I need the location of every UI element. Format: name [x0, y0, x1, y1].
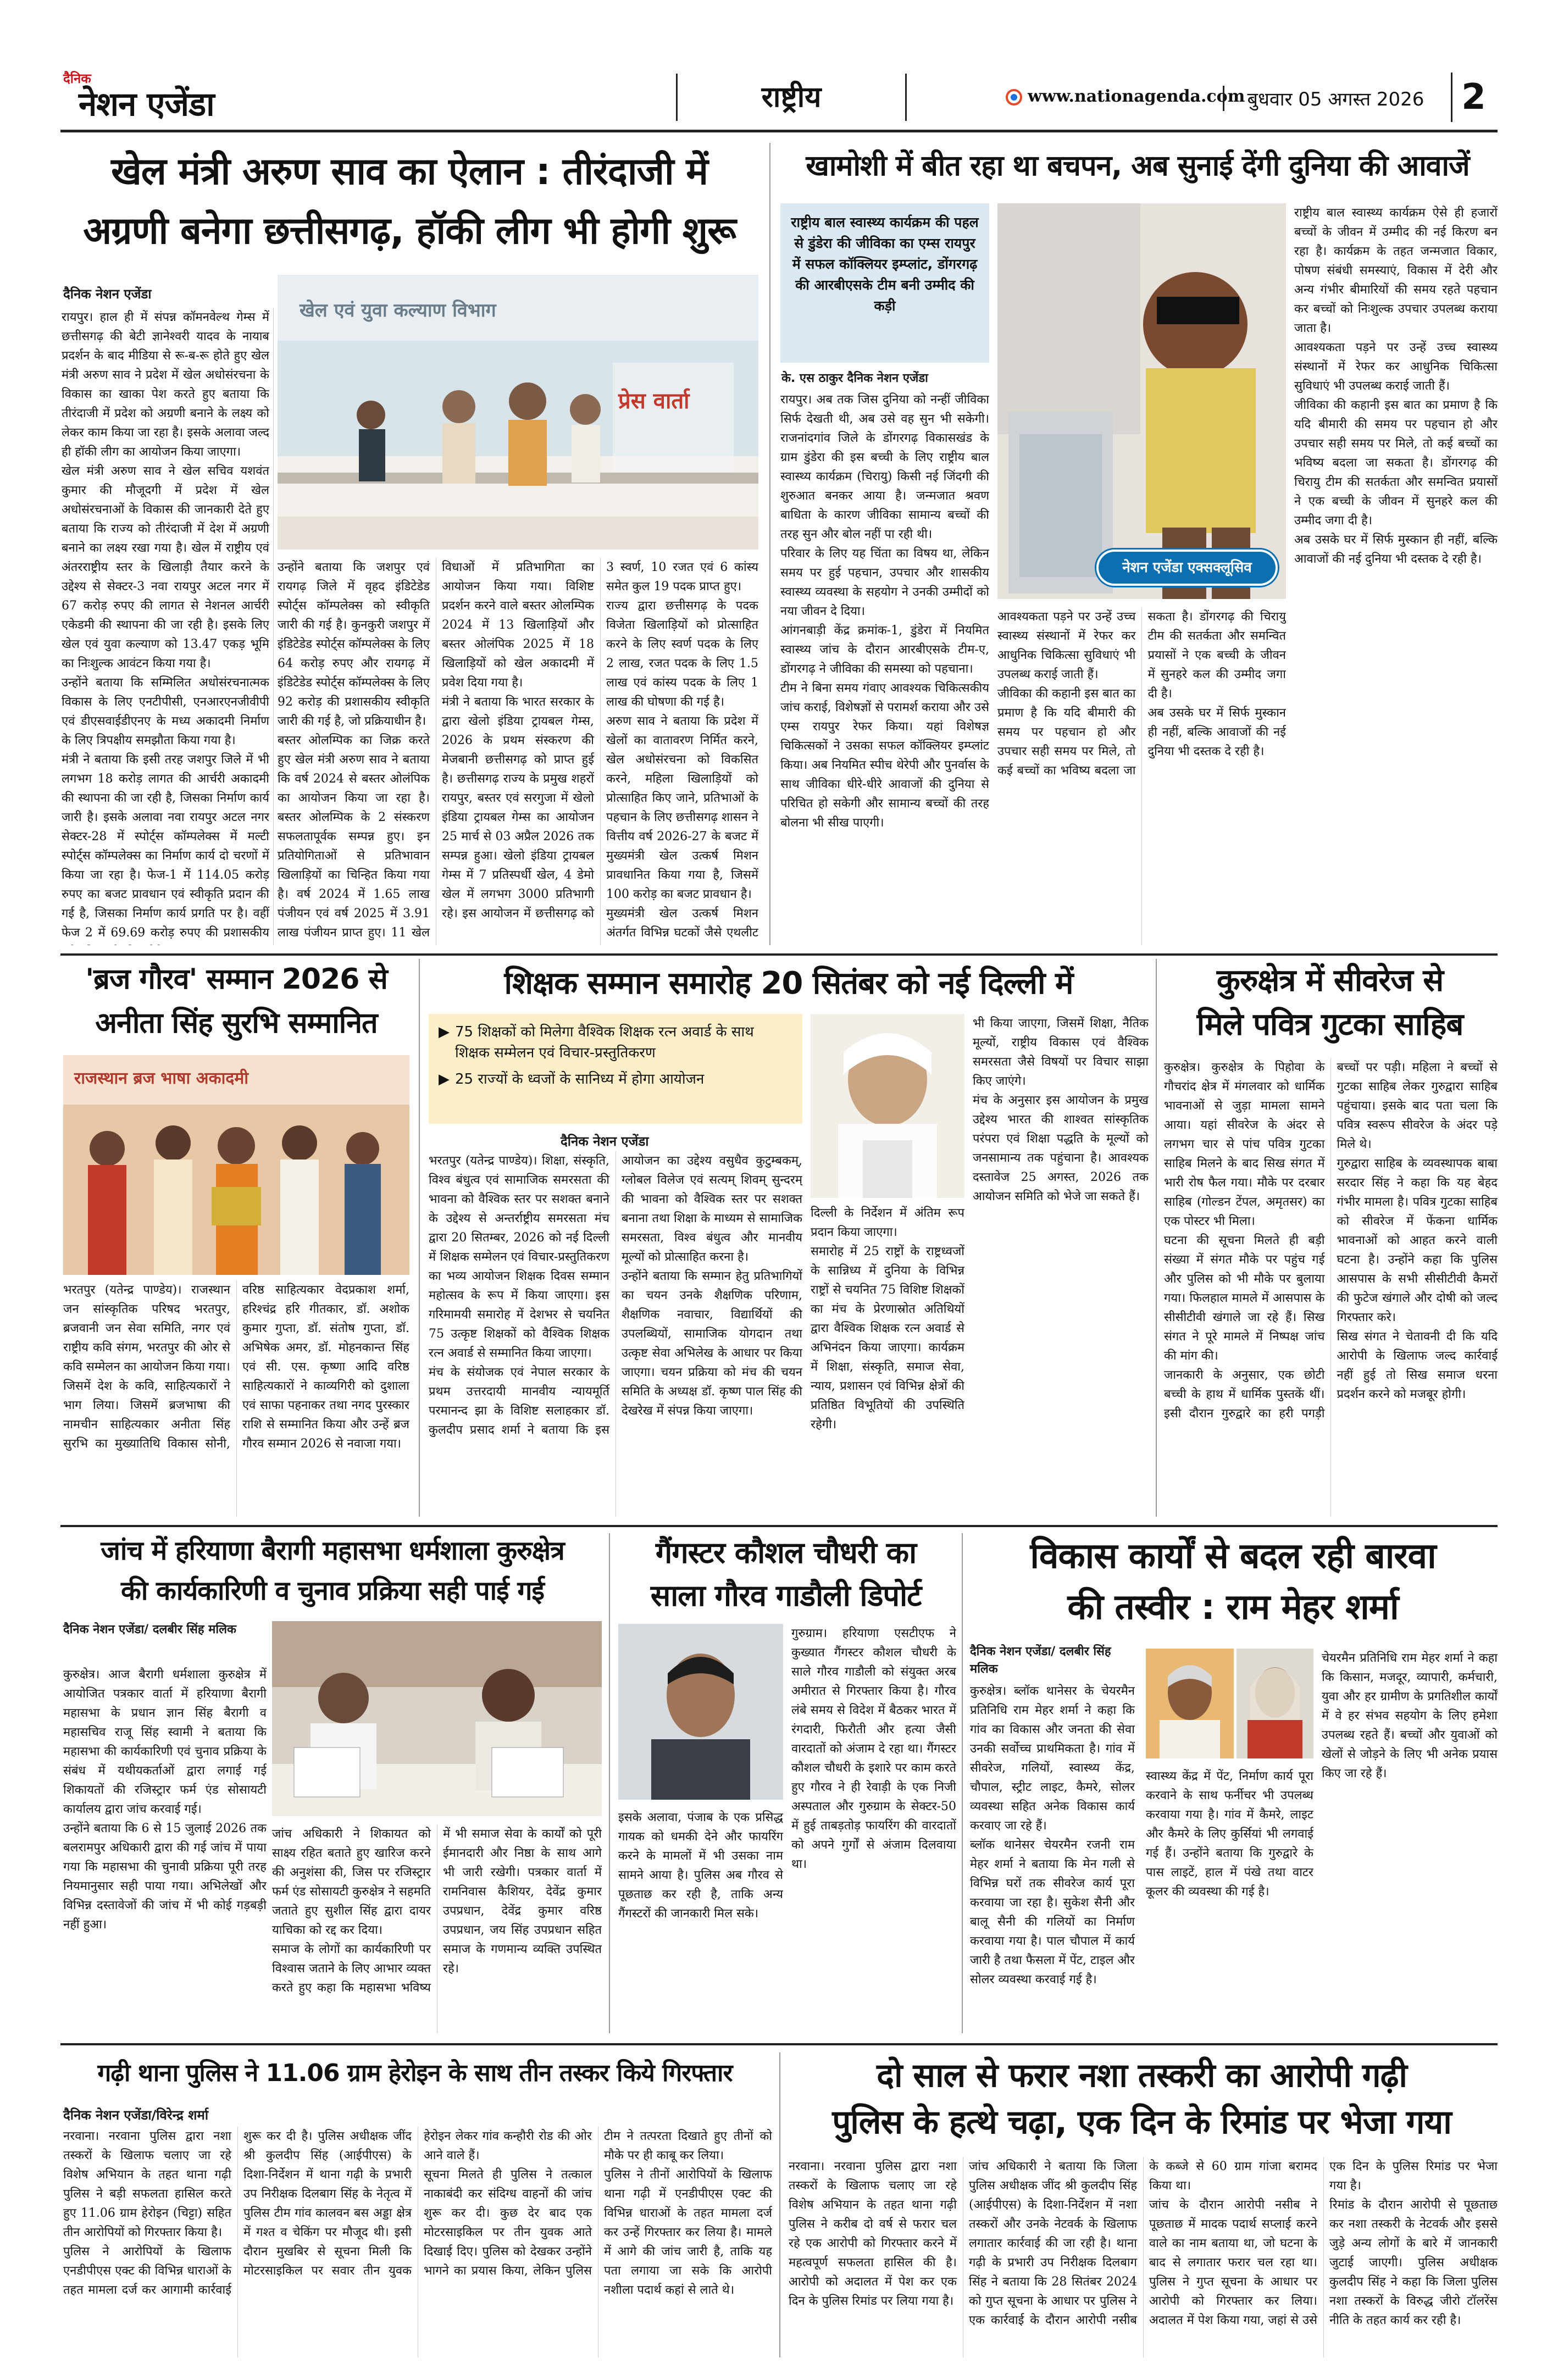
a3-headline-line1: 'ब्रज गौरव' सम्मान 2026 से: [85, 963, 387, 996]
a6-byline: दैनिक नेशन एजेंडा/ दलबीर सिंह मलिक: [63, 1623, 236, 1636]
a5-headline-line1: कुरुक्षेत्र में सीवरेज से: [1216, 963, 1444, 998]
a7-body-top: गुरुग्राम। हरियाणा एसटीएफ ने कुख्यात गैंगस्टर कौशल चौधरी के साले गौरव गाडौली को संयुक्त अरब अमीरात से गिरफ्तार किया है। गौरव लंबे समय से विदेश में बैठकर भारत में रंगदारी, फिरौती और हत्या जैसी वारदातों को अंजाम दे रहा था। गैंगस्टर कौशल चौधरी के इशारे पर काम करते हुए गौरव ने ही रेवाड़ी के एक निजी अस्पताल और गुरुग्राम के सेक्टर-50 में हुई ताबड़तोड़ फायरिंग की वारदातों को अपने गुर्गों से अंजाम दिलवाया था।: [791, 1627, 956, 1871]
a2-pull-quote: राष्ट्रीय बाल स्वास्थ्य कार्यक्रम की पहल से डुंडेरा की जीविका का एम्स रायपुर में सफल कॉक्लियर इम्प्लांट, डोंगरगढ़ की आरबीएसके टीम बनी उम्मीद की कड़ी: [780, 203, 989, 363]
a2-child-photo: [997, 203, 1286, 599]
section-label: राष्ट्रीय: [676, 74, 907, 121]
a8-portrait-photo-1: [1146, 1649, 1234, 1758]
globe-icon: [1006, 89, 1022, 106]
issue-date: बुधवार 05 अगस्त 2026: [1223, 86, 1443, 111]
a7-body-bottom: इसके अलावा, पंजाब के एक प्रसिद्ध गायक को धमकी देने और फायरिंग करने के मामलों में भी उसका नाम सामने आया है। पुलिस अब गौरव से पूछताछ कर रही है, ताकि अन्य गैंगस्टरों की जानकारी मिल सके।: [618, 1811, 783, 1921]
a8-body-middle: स्वास्थ्य केंद्र में पेंट, निर्माण कार्य पूरा करवाने के साथ फर्नीचर भी उपलब्ध करवाया गया है। गांव में कैमरे, लाइट और कैमरे के लिए कुर्सियां भी लगवाई गई हैं। उन्होंने बताया कि गुरुद्वारे के पास लाइटें, हाल में पंखे तथा वाटर कूलर की व्यवस्था की गई है।: [1146, 1769, 1313, 1899]
a2-body-right: राष्ट्रीय बाल स्वास्थ्य कार्यक्रम ऐसे ही हजारों बच्चों के जीवन में उम्मीद की नई किरण बन रहा है। कार्यक्रम के तहत जन्मजात विकार, पोषण संबंधी समस्याएं, विकास में देरी और अन्य गंभीर बीमारियों की समय रहते पहचान कर बच्चों को निःशुल्क उपचार उपलब्ध कराया जाता है। आवश्यकता पड़ने पर उन्हें उच्च स्वास्थ्य संस्थानों में रेफर कर आधुनिक चिकित्सा सुविधाएं भी उपलब्ध कराई जाती हैं। जीविका की कहानी इस बात का प्रमाण है कि यदि बीमारी की समय पर पहचान हो और उपचार सही समय पर मिले, तो कई बच्चों का भविष्य बदला जा सकता है। डोंगरगढ़ की चिरायु टीम की सतर्कता और समन्वित प्रयासों ने एक बच्ची के जीवन में सुनहरे कल की उम्मीद जगा दी है। अब उसके घर में सिर्फ मुस्कान ही नहीं, बल्कि आवाजों की नई दुनिया भी दस्तक दे रही है।: [1294, 206, 1498, 566]
a3-body: भरतपुर (यतेन्द्र पाण्डेय)। राजस्थान जन सांस्कृतिक परिषद भरतपुर, ब्रजवानी जन सेवा समिति, नगर एवं राष्ट्रीय कवि संगम, भरतपुर की ओर से कवि सम्मेलन का आयोजन किया गया। जिसमें देश के कवि, साहित्यकारों ने भाग लिया। जिसमें ब्रजभाषा की नामचीन साहित्यकार अनीता सिंह सुरभि का मुख्यातिथि विकास सोनी, वरिष्ठ साहित्यकार वेदप्रकाश शर्मा, हरिश्चंद्र हरि गीतकार, डॉ. अशोक कुमार गुप्ता, डॉ. संतोष गुप्ता, डॉ. अभिषेक अमर, डॉ. मोहनकान्त सिंह एवं सी. एस. कृष्णा आदि वरिष्ठ साहित्यकारों ने काव्यगिरी को दुशाला एवं साफा पहनाकर तथा नगद पुरस्कार राशि से सम्मानित किया और उन्हें ब्रज गौरव सम्मान 2026 से नवाजा गया।: [63, 1283, 409, 1451]
triangle-icon: ▶: [439, 1024, 450, 1040]
a2-headline: खामोशी में बीत रहा था बचपन, अब सुनाई देंगी दुनिया की आवाजें: [806, 149, 1470, 182]
page-header: [0, 60, 1558, 129]
a6-headline-line1: जांच में हरियाणा बैरागी महासभा धर्मशाला कुरुक्षेत्र: [101, 1535, 564, 1566]
a9-body: नरवाना। नरवाना पुलिस द्वारा नशा तस्करों के खिलाफ चलाए जा रहे विशेष अभियान के तहत थाना गढ़ी पुलिस ने बड़ी सफलता हासिल करते हुए 11.06 ग्राम हेरोइन (चिट्टा) सहित तीन आरोपियों को गिरफ्तार किया है। पुलिस ने आरोपियों के खिलाफ एनडीपीएस एक्ट की विभिन्न धाराओं के तहत मामला दर्ज कर आगामी कार्रवाई शुरू कर दी है। पुलिस अधीक्षक जींद श्री कुलदीप सिंह (आईपीएस) के दिशा-निर्देशन में थाना गढ़ी के प्रभारी उप निरीक्षक दिलबाग सिंह के नेतृत्व में पुलिस टीम गांव कालवन बस अड्डा क्षेत्र में गश्त व चेकिंग पर मौजूद थी। इसी दौरान मुखबिर से सूचना मिली कि मोटरसाइकिल पर सवार तीन युवक हेरोइन लेकर गांव कन्हौरी रोड की ओर आने वाले हैं। सूचना मिलते ही पुलिस ने तत्काल नाकाबंदी कर संदिग्ध वाहनों की जांच शुरू कर दी। कुछ देर बाद एक मोटरसाइकिल पर तीन युवक आते दिखाई दिए। पुलिस को देखकर उन्होंने भागने का प्रयास किया, लेकिन पुलिस टीम ने तत्परता दिखाते हुए तीनों को मौके पर ही काबू कर लिया। पुलिस ने तीनों आरोपियों के खिलाफ थाना गढ़ी में एनडीपीएस एक्ट की विभिन्न धाराओं के तहत मामला दर्ज कर उन्हें गिरफ्तार कर लिया है। मामले में आगे की जांच जारी है, ताकि यह पता लगाया जा सके कि आरोपी नशीला पदार्थ कहां से लाते थे।: [63, 2129, 772, 2297]
a9-headline: गढ़ी थाना पुलिस ने 11.06 ग्राम हेरोइन के साथ तीन तस्कर किये गिरफ्तार: [97, 2059, 733, 2087]
a1-headline-line1: खेल मंत्री अरुण साव का ऐलान : तीरंदाजी में: [111, 150, 708, 193]
a1-body-right: उन्होंने बताया कि जशपुर एवं रायगढ़ जिले में वृहद इंडिटेडेड स्पोर्ट्स कॉम्पलेक्स को स्वीकृति जारी की गई है। कुनकुरी जशपुर में इंडिटेडेड स्पोर्ट्स कॉम्पलेक्स के लिए 64 करोड़ रुपए और रायगढ़ में इंडिटेडेड स्पोर्ट्स कॉम्पलेक्स के लिए 92 करोड़ की प्रशासकीय स्वीकृति जारी की गई है, जो प्रक्रियाधीन है। बस्तर ओलम्पिक का जिक्र करते हुए खेल मंत्री अरुण साव ने बताया कि वर्ष 2024 से बस्तर ओलंपिक का आयोजन किया जा रहा है। बस्तर ओलम्पिक के 2 संस्करण सफलतापूर्वक सम्पन्न हुए। इन प्रतियोगिताओं से प्रतिभावान खिलाड़ियों का चिन्हित किया गया है। वर्ष 2024 में 1.65 लाख पंजीयन एवं वर्ष 2025 में 3.91 लाख पंजीयन प्राप्त हुए। 11 खेल विधाओं में प्रतिभागिता का आयोजन किया गया। विशिष्ट प्रदर्शन करने वाले बस्तर ओलम्पिक 2024 में 13 खिलाड़ियों और बस्तर ओलंपिक 2025 में 18 खिलाड़ियों को खेल अकादमी में प्रवेश दिया गया है। मंत्री ने बताया कि भारत सरकार के द्वारा खेलो इंडिया ट्रायबल गेम्स, 2026 के प्रथम संस्करण की मेजबानी छत्तीसगढ़ को प्राप्त हुई है। छत्तीसगढ़ राज्य के प्रमुख शहरों रायपुर, बस्तर एवं सरगुजा में खेलो इंडिया ट्रायबल गेम्स का आयोजन 25 मार्च से 03 अप्रैल 2026 तक सम्पन्न हुआ। खेलो इंडिया ट्रायबल गेम्स में 7 प्रतिस्पर्धी खेल, 4 डेमो खेल में लगभग 3000 प्रतिभागी रहे। इस आयोजन में छत्तीसगढ़ को 3 स्वर्ण, 10 रजत एवं 6 कांस्य समेत कुल 19 पदक प्राप्त हुए। राज्य द्वारा छत्तीसगढ़ के पदक विजेता खिलाड़ियों को प्रोत्साहित करने के लिए स्वर्ण पदक के लिए 2 लाख, रजत पदक के लिए 1.5 लाख एवं कांस्य पदक के लिए 1 लाख की घोषणा की गई है। अरुण साव ने बताया कि प्रदेश में खेलों का वातावरण निर्मित करने, खेल अधोसंरचना को विकसित करने, महिला खिलाड़ियों को प्रोत्साहित किए जाने, प्रतिभाओं के पहचान के लिए छत्तीसगढ़ शासन ने वित्तीय वर्ष 2026-27 के बजट में मुख्यमंत्री खेल उत्कर्ष मिशन प्रावधानित किया गया है, जिसमें 100 करोड़ का बजट प्रावधान है। मुख्यमंत्री खेल उत्कर्ष मिशन अंतर्गत विभिन्न घटकों जैसे एथलीट: [278, 561, 758, 940]
a8-byline: दैनिक नेशन एजेंडा/ दलबीर सिंह मलिक: [970, 1645, 1111, 1676]
a1-headline-line2: अग्रणी बनेगा छत्तीसगढ़, हॉकी लीग भी होगी शुरू: [83, 209, 736, 253]
a6-press-photo: [272, 1621, 602, 1816]
a1-byline: दैनिक नेशन एजेंडा: [63, 286, 152, 302]
a4-body-right: दिल्ली के निर्देशन में अंतिम रूप प्रदान किया जाएगा। समारोह में 25 राष्ट्रों के राष्ट्रध्वजों के सान्निध्य में दुनिया के विभिन्न राष्ट्रों से चयनित 75 विशिष्ट शिक्षकों का मंच के प्रेरणास्रोत अतिथियों द्वारा वैश्विक शिक्षक रत्न अवार्ड से अभिनंदन किया जाएगा। कार्यक्रम में शिक्षा, संस्कृति, समाज सेवा, न्याय, प्रशासन एवं विभिन्न क्षेत्रों की प्रतिष्ठित विभूतियों की उपस्थिति रहेगी।: [811, 1206, 964, 1432]
a3-award-photo: [63, 1055, 409, 1275]
section-rule-2: [60, 1525, 1498, 1527]
a4-body-left: भरतपुर (यतेन्द्र पाण्डेय)। शिक्षा, संस्कृति, विश्व बंधुत्व एवं सामाजिक समरसता की भावना को वैश्विक स्तर पर सशक्त बनाने के उद्देश्य से अन्तर्राष्ट्रीय समरसता मंच द्वारा 20 सितम्बर, 2026 को नई दिल्ली में शिक्षक सम्मेलन एवं विचार-प्रस्तुतिकरण का भव्य आयोजन शिक्षक दिवस सम्मान महोत्सव के रूप में किया जाएगा। इस गरिमामयी समारोह में देशभर से चयनित 75 उत्कृष्ट शिक्षकों को वैश्विक शिक्षक रत्न अवार्ड से सम्मानित किया जाएगा। मंच के संयोजक एवं नेपाल सरकार के प्रथम उत्तरदायी मानवीय न्यायमूर्ति परमानन्द झा के विशिष्ट सलाहकार डॉ. कुलदीप प्रसाद शर्मा ने बताया कि इस आयोजन का उद्देश्य वसुधैव कुटुम्बकम्, ग्लोबल विलेज एवं सत्यम् शिवम् सुन्दरम् की भावना को वैश्विक स्तर पर सशक्त बनाना तथा शिक्षा के माध्यम से सामाजिक समरसता, विश्व बंधुत्व और मानवीय मूल्यों को प्रोत्साहित करना है। उन्होंने बताया कि सम्मान हेतु प्रतिभागियों का चयन उनके शैक्षणिक परिणाम, शैक्षणिक नवाचार, विद्यार्थियों की उपलब्धियों, सामाजिक योगदान तथा उत्कृष्ट सेवा अभिलेख के आधार पर किया जाएगा। चयन प्रक्रिया को मंच की चयन समिति के अध्यक्ष डॉ. कृष्ण पाल सिंह की देखरेख में संपन्न किया जाएगा।: [429, 1154, 802, 1437]
masthead-small: दैनिक: [63, 71, 91, 86]
a3-photo-banner: राजस्थान ब्रज भाषा अकादमी: [74, 1069, 249, 1088]
a4-byline: दैनिक नेशन एजेंडा: [561, 1134, 649, 1149]
bottom-divider: [779, 2052, 780, 2357]
website-link[interactable]: www.nationagenda.com: [1028, 87, 1245, 106]
a2-byline: के. एस ठाकुर दैनिक नेशन एजेंडा: [781, 371, 928, 385]
top-vertical-divider: [769, 143, 770, 945]
a7-headline-line1: गैंगस्टर कौशल चौधरी का: [655, 1535, 917, 1570]
header-rule: [60, 130, 1498, 132]
a1-photo-banner: खेल एवं युवा कल्याण विभाग: [300, 299, 496, 321]
a1-photo-caption: प्रेस वार्ता: [618, 389, 690, 414]
a2-exclusive-badge: नेशन एजेंडा एक्सक्लूसिव: [1096, 550, 1278, 586]
masthead-title: नेशन एजेंडा: [79, 85, 214, 124]
a7-headline-line2: साला गौरव गाडौली डिपोर्ट: [650, 1578, 922, 1613]
a6-headline-line2: की कार्यकारिणी व चुनाव प्रक्रिया सही पाई गई: [121, 1575, 544, 1606]
a5-body: कुरुक्षेत्र। कुरुक्षेत्र के पिहोवा के गौचरांद क्षेत्र में मंगलवार को धार्मिक भावनाओं से जुड़ा मामला सामने आया। यहां सीवरेज के अंदर से लगभग चार से पांच पवित्र गुटका साहिब मिलने के बाद सिख संगत में भारी रोष फैल गया। मौके पर दरबार साहिब (गोल्डन टेंपल, अमृतसर) का एक पोस्टर भी मिला। घटना की सूचना मिलते ही बड़ी संख्या में संगत मौके पर पहुंच गई और पुलिस को भी मौके पर बुलाया गया। फिलहाल मामले में आसपास के सीसीटीवी खंगाले जा रहे हैं। सिख संगत ने पूरे मामले में निष्पक्ष जांच की मांग की। जानकारी के अनुसार, एक छोटी बच्ची के हाथ में धार्मिक पुस्तकें थीं। इसी दौरान गुरुद्वारे का हरी पगड़ी बच्चों पर पड़ी। महिला ने बच्चों से गुटका साहिब लेकर गुरुद्वारा साहिब पहुंचाया। इसके बाद पता चला कि पवित्र स्वरूप सीवरेज के अंदर पड़े मिले थे। गुरुद्वारा साहिब के व्यवस्थापक बाबा सरदार सिंह ने कहा कि यह बेहद गंभीर मामला है। पवित्र गुटका साहिब को सीवरेज में फेंकना धार्मिक भावनाओं को आहत करने वाली घटना है। उन्होंने कहा कि पुलिस आसपास के सभी सीसीटीवी कैमरों की फुटेज खंगाले और दोषी को जल्द गिरफ्तार करे। सिख संगत ने चेतावनी दी कि यदि आरोपी के खिलाफ जल्द कार्रवाई नहीं हुई तो सिख समाज धरना प्रदर्शन करने को मजबूर होगी।: [1164, 1061, 1498, 1421]
a8-headline-line2: की तस्वीर : राम मेहर शर्मा: [1067, 1587, 1399, 1628]
mid-divider-left: [419, 959, 420, 1517]
a6-body-left: कुरुक्षेत्र। आज बैरागी धर्मशाला कुरुक्षेत्र में आयोजित पत्रकार वार्ता में हरियाणा बैरागी महासभा के प्रधान ज्ञान सिंह बैरागी व महासचिव राजू सिंह स्वामी ने बताया कि महासभा की कार्यकारिणी एवं चुनाव प्रक्रिया के संबंध में यथीयकर्ताओं द्वारा लगाई गई शिकायतों की रजिस्ट्रार फर्म एंड सोसायटी कार्यालय द्वारा जांच करवाई गई। उन्होंने बताया कि 6 से 15 जुलाई 2026 तक बलरामपुर अधिकारी द्वारा की गई जांच में पाया गया कि महासभा की चुनावी प्रक्रिया पूरी तरह नियमानुसार सही पाया गया। अभिलेखों और विभिन्न दस्तावेजों की जांच में भी कोई गड़बड़ी नहीं हुआ।: [63, 1668, 267, 1932]
a9-byline: दैनिक नेशन एजेंडा/विरेन्द्र शर्मा: [63, 2107, 209, 2123]
a4-bullet-2: ▶ 25 राज्यों के ध्वजों के सानिध्य में होगा आयोजन: [439, 1069, 792, 1090]
a6-body-right: जांच अधिकारी ने शिकायत को साक्ष्य रहित बताते हुए खारिज करने की अनुशंसा की, जिस पर रजिस्ट्रार फर्म एंड सोसायटी कुरुक्षेत्र ने सहमति जताते हुए सुशील सिंह द्वारा दायर याचिका को रद्द कर दिया। समाज के लोगों का कार्यकारिणी पर विश्वास जताने के लिए आभार व्यक्त करते हुए कहा कि महासभा भविष्य में भी समाज सेवा के कार्यों को पूरी ईमानदारी और निष्ठा के साथ आगे भी जारी रखेगी। पत्रकार वार्ता में रामनिवास कैशियर, देवेंद्र कुमार उपप्रधान, देवेंद्र कुमार वरिष्ठ उपप्रधान, जय सिंह उपप्रधान सहित समाज के गणमान्य व्यक्ति उपस्थित रहे।: [272, 1827, 602, 1995]
a8-body-right: चेयरमैन प्रतिनिधि राम मेहर शर्मा ने कहा कि किसान, मजदूर, व्यापारी, कर्मचारी, युवा और हर ग्रामीण के प्रगतिशील कार्यों में वे हर संभव सहयोग के लिए हमेशा उपलब्ध रहते हैं। बच्चों और युवाओं को खेलों से जोड़ने के लिए भी अनेक प्रयास किए जा रहे हैं।: [1322, 1651, 1498, 1780]
lower-divider-left: [609, 1533, 610, 2033]
a4-headline: शिक्षक सम्मान समारोह 20 सितंबर को नई दिल्ली में: [504, 966, 1073, 1001]
lower-divider-right: [962, 1533, 963, 2033]
a4-bullet-1: ▶ 75 शिक्षकों को मिलेगा वैश्विक शिक्षक रत्न अवार्ड के साथ शिक्षक सम्मेलन एवं विचार-प्रस्तुतिकरण: [439, 1022, 792, 1063]
a2-body-left: रायपुर। अब तक जिस दुनिया को नन्हीं जीविका सिर्फ देखती थी, अब उसे वह सुन भी सकेगी। राजनांदगांव जिले के डोंगरगढ़ विकासखंड के ग्राम डुंडेरा की इस बच्ची के लिए राष्ट्रीय बाल स्वास्थ्य कार्यक्रम (चिरायु) किसी नई जिंदगी की शुरुआत बनकर आया है। जन्मजात श्रवण बाधिता के कारण जीविका सामान्य बच्चों की तरह सुन और बोल नहीं पा रही थी। परिवार के लिए यह चिंता का विषय था, लेकिन समय पर हुई पहचान, उपचार और शासकीय स्वास्थ्य व्यवस्था के सहयोग ने उनकी उम्मीदों को नया जीवन दे दिया। आंगनबाड़ी केंद्र क्रमांक-1, डुंडेरा में नियमित स्वास्थ्य जांच के दौरान आरबीएसके टीम-ए, डोंगरगढ़ ने जीविका की समस्या को पहचाना। टीम ने बिना समय गंवाए आवश्यक चिकित्सकीय जांच कराई, विशेषज्ञों से परामर्श कराया और उसे एम्स रायपुर रेफर किया। यहां विशेषज्ञ चिकित्सकों ने उसका सफल कॉक्लियर इम्प्लांट किया। अब नियमित स्पीच थेरेपी और पुनर्वास के साथ जीविका धीरे-धीरे आवाजों की दुनिया से परिचित हो सकेगी और सामान्य बच्चों की तरह बोलना भी सीख पाएगी।: [780, 393, 989, 830]
a10-headline-line2: पुलिस के हत्थे चढ़ा, एक दिन के रिमांड पर भेजा गया: [832, 2103, 1451, 2142]
a8-headline-line1: विकास कार्यों से बदल रही बारवा: [1030, 1536, 1436, 1577]
a4-highlights-box: [429, 1014, 802, 1124]
a10-headline-line1: दो साल से फरार नशा तस्करी का आरोपी गढ़ी: [877, 2056, 1407, 2095]
a4-body-far: भी किया जाएगा, जिसमें शिक्षा, नैतिक मूल्यों, राष्ट्रीय विकास एवं वैश्विक समरसता जैसे विषयों पर विचार साझा किए जाएंगे। मंच के अनुसार इस आयोजन के प्रमुख उद्देश्य भारत की शाश्वत सांस्कृतिक परंपरा एवं शिक्षा पद्धति के मूल्यों को जनसामान्य तक पहुंचाना है। आवश्यक दस्तावेज 25 अगस्त, 2026 तक आयोजन समिति को भेजे जा सकते हैं।: [973, 1017, 1149, 1203]
a10-body: नरवाना। नरवाना पुलिस द्वारा नशा तस्करों के खिलाफ चलाए जा रहे विशेष अभियान के तहत थाना गढ़ी पुलिस ने करीब दो वर्ष से फरार चल रहे एक आरोपी को गिरफ्तार करने में महत्वपूर्ण सफलता हासिल की है। आरोपी को अदालत में पेश कर एक दिन के पुलिस रिमांड पर लिया गया है। जांच अधिकारी ने बताया कि जिला पुलिस अधीक्षक जींद श्री कुलदीप सिंह (आईपीएस) के दिशा-निर्देशन में नशा तस्करों और उनके नेटवर्क के खिलाफ लगातार कार्रवाई की जा रही है। थाना गढ़ी के प्रभारी उप निरीक्षक दिलबाग सिंह ने बताया कि 28 सितंबर 2024 को गुप्त सूचना के आधार पर पुलिस ने एक कार्रवाई के दौरान आरोपी नसीब के कब्जे से 60 ग्राम गांजा बरामद किया था। जांच के दौरान आरोपी नसीब ने पूछताछ में मादक पदार्थ सप्लाई करने वाले का नाम बताया था, जो घटना के बाद से लगातार फरार चल रहा था। पुलिस ने गुप्त सूचना के आधार पर आरोपी को गिरफ्तार कर लिया। अदालत में पेश किया गया, जहां से उसे एक दिन के पुलिस रिमांड पर भेजा गया है। रिमांड के दौरान आरोपी से पूछताछ कर नशा तस्करी के नेटवर्क और इससे जुड़े अन्य लोगों के बारे में जानकारी जुटाई जाएगी। पुलिस अधीक्षक कुलदीप सिंह ने कहा कि जिला पुलिस नशा तस्करों के विरुद्ध जीरो टॉलरेंस नीति के तहत कार्य कर रही है।: [789, 2160, 1498, 2327]
a1-press-conference-photo: [278, 275, 758, 550]
a1-column-rule: [273, 308, 274, 945]
section-rule-3: [60, 2043, 1498, 2045]
a3-headline-line2: अनीता सिंह सुरभि सम्मानित: [95, 1007, 378, 1040]
mid-divider-right: [1156, 959, 1157, 1517]
a5-headline-line2: मिले पवित्र गुटका साहिब: [1196, 1007, 1463, 1042]
triangle-icon: ▶: [439, 1071, 450, 1088]
section-rule-1: [60, 953, 1498, 956]
a7-suspect-photo: [618, 1624, 783, 1800]
a8-portrait-photo-2: [1237, 1649, 1313, 1758]
masthead: [63, 73, 349, 122]
a2-body-middle: आवश्यकता पड़ने पर उन्हें उच्च स्वास्थ्य संस्थानों में रेफर कर आधुनिक चिकित्सा सुविधाएं भी उपलब्ध कराई जाती हैं। जीविका की कहानी इस बात का प्रमाण है कि यदि बीमारी की समय पर पहचान हो और उपचार सही समय पर मिले, तो कई बच्चों का भविष्य बदला जा सकता है। डोंगरगढ़ की चिरायु टीम की सतर्कता और समन्वित प्रयासों ने एक बच्ची के जीवन में सुनहरे कल की उम्मीद जगा दी है। अब उसके घर में सिर्फ मुस्कान ही नहीं, बल्कि आवाजों की नई दुनिया भी दस्तक दे रही है।: [997, 610, 1286, 778]
a1-body-left: रायपुर। हाल ही में संपन्न कॉमनवेल्थ गेम्स में छत्तीसगढ़ की बेटी ज्ञानेश्वरी यादव के नायाब प्रदर्शन के बाद मीडिया से रू-ब-रू होते हुए खेल मंत्री अरुण साव ने प्रदेश में खेल अधोसंरचना के विकास का खाका पेश करते हुए बताया कि तीरंदाजी में प्रदेश को अग्रणी बनाने के लक्ष्य को लेकर काम किया जा रहा है। इसके अलावा जल्द ही हॉकी लीग का आयोजन किया जाएगा। खेल मंत्री अरुण साव ने खेल सचिव यशवंत कुमार की मौजूदगी में प्रदेश में खेल अधोसंरचनाओं के विकास की जानकारी देते हुए बताया कि राज्य को तीरंदाजी में देश में अग्रणी बनाने का लक्ष्य रखा गया है। खेल में राष्ट्रीय एवं अंतरराष्ट्रीय स्तर के खिलाड़ी तैयार करने के उद्देश्य से सेक्टर-3 नवा रायपुर अटल नगर में 67 करोड़ रुपए की लागत से नेशनल आर्चरी एकेडमी की स्थापना की जा रही है। इसके लिए खेल एवं युवा कल्याण को 13.47 एकड़ भूमि का निःशुल्क आवंटन किया गया है। उन्होंने बताया कि सम्मिलित अधोसंरचनात्मक विकास के लिए एनटीपीसी, एनआरएनजीवीपी एवं डीएसवाईडीएनए के मध्य अकादमी निर्माण के लिए त्रिपक्षीय समझौता किया गया है। मंत्री ने बताया कि इसी तरह जशपुर जिले में भी लगभग 18 करोड़ लागत की आर्चरी अकादमी की स्थापना की जा रही है, जिसका निर्माण कार्य जारी है। इसके अलावा नवा रायपुर अटल नगर सेक्टर-28 में स्पोर्ट्स कॉम्पलेक्स में मल्टी स्पोर्ट्स कॉम्पलेक्स का निर्माण कार्य दो चरणों में किया जा रहा है। फेज-1 में 114.05 करोड़ रुपए का बजट प्रावधान एवं स्वीकृति प्रदान की गई है, जिसका निर्माण कार्य प्रगति पर है। वहीं फेज 2 में 69.69 करोड़ रुपए की प्रशासकीय: [62, 310, 269, 940]
a4-portrait-photo: [811, 1014, 964, 1198]
page-number: 2: [1451, 73, 1495, 122]
a8-body-left: कुरुक्षेत्र। ब्लॉक थानेसर के चेयरमैन प्रतिनिधि राम मेहर शर्मा ने कहा कि गांव का विकास और जनता की सेवा उनकी सर्वोच्च प्राथमिकता है। गांव में सीवरेज, गलियों, स्वास्थ्य केंद्र, चौपाल, स्ट्रीट लाइट, कैमरे, सोलर व्यवस्था सहित अनेक विकास कार्य करवाए जा रहे हैं। ब्लॉक थानेसर चेयरमैन रजनी राम मेहर शर्मा ने बताया कि मेन गली से विभिन्न घरों तक सीवरेज कार्य पूरा करवाया जा रहा है। सुकेश सैनी और बालू सैनी की गलियों का निर्माण करवाया गया है। पाल चौपाल में कार्य जारी है तथा फैसला में पेंट, टाइल और सोलर व्यवस्था करवाई गई है।: [970, 1684, 1135, 1987]
